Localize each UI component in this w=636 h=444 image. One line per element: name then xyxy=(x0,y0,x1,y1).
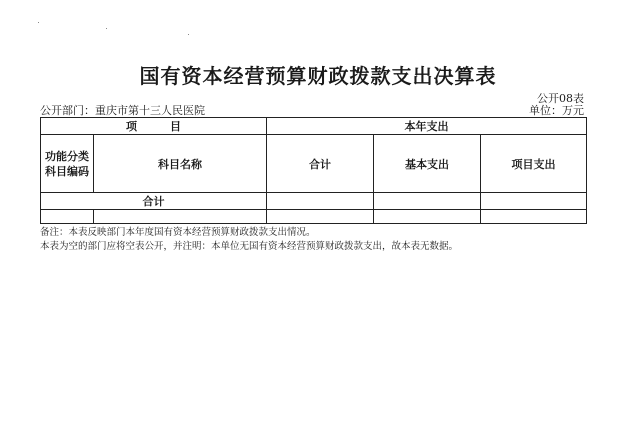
total-row-basic-cell xyxy=(374,193,481,210)
form-number: 公开08表 xyxy=(537,92,584,105)
table-row xyxy=(41,210,587,224)
scan-speck xyxy=(38,22,39,23)
note-description: 备注：本表反映部门本年度国有资本经营预算财政拨款支出情况。 xyxy=(40,227,316,238)
report-title: 国有资本经营预算财政拨款支出决算表 xyxy=(139,64,497,88)
subject-name-header: 科目名称 xyxy=(94,135,267,193)
code-cell xyxy=(41,210,94,224)
function-code-header: 功能分类 科目编码 xyxy=(41,135,94,193)
total-cell xyxy=(267,210,374,224)
header-row-1 xyxy=(41,118,587,135)
total-row xyxy=(41,193,587,210)
year-expenditure-header: 本年支出 xyxy=(267,118,587,135)
name-cell xyxy=(94,210,267,224)
total-row-label: 合计 xyxy=(41,193,267,210)
project-expenditure-header: 项目支出 xyxy=(481,135,587,193)
total-row-project-cell xyxy=(481,193,587,210)
header-row-2 xyxy=(41,135,587,193)
total-column-header: 合计 xyxy=(267,135,374,193)
unit-label: 单位：万元 xyxy=(529,104,584,117)
scan-speck xyxy=(188,34,189,35)
total-row-total-cell xyxy=(267,193,374,210)
basic-expenditure-header: 基本支出 xyxy=(374,135,481,193)
item-header: 项 目 xyxy=(41,118,267,135)
scan-speck xyxy=(106,28,107,29)
project-cell xyxy=(481,210,587,224)
basic-cell xyxy=(374,210,481,224)
expenditure-table xyxy=(40,117,587,224)
department-label: 公开部门：重庆市第十三人民医院 xyxy=(40,104,205,117)
note-empty-table: 本表为空的部门应将空表公开，并注明：本单位无国有资本经营预算财政拨款支出，故本表无数据。 xyxy=(40,241,459,252)
